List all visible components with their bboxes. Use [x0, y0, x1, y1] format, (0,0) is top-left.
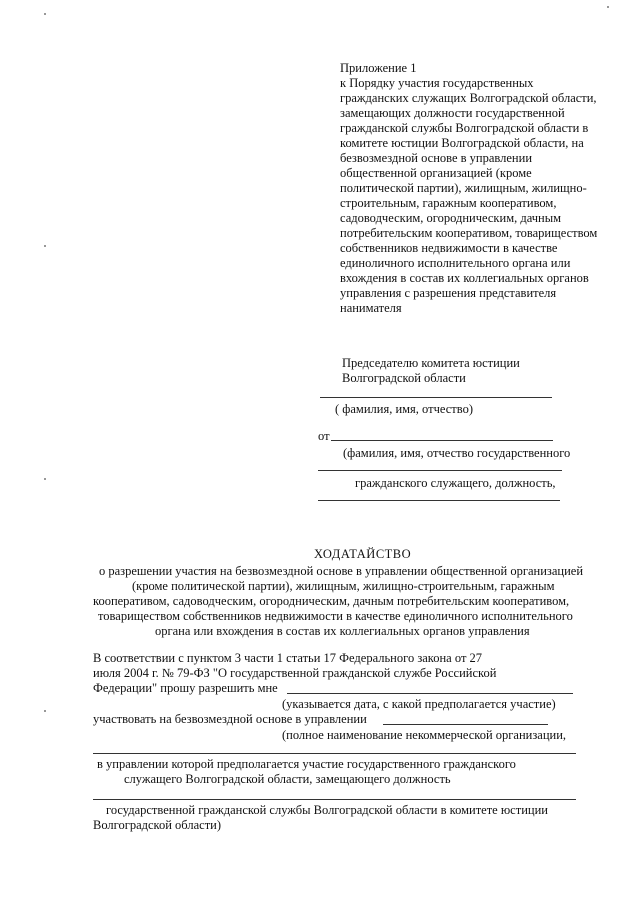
org-fill-line [383, 724, 548, 725]
body-text: В соответствии с пунктом 3 части 1 статьи 17 Федерального закона от 27 [93, 651, 483, 665]
appendix-line: единоличного исполнительного органа или [340, 256, 571, 270]
petition-subtitle-line: о разрешении участия на безвозмездной основе в управлении общественной организацией [99, 564, 584, 578]
body-text: июля 2004 г. № 79-ФЗ "О государственной гражданской службе Российской [93, 666, 497, 680]
petition-subtitle-line: кооперативом, садоводческим, огородническим, дачным потребительским кооперативом, [93, 594, 570, 608]
from-extra-line [318, 500, 560, 501]
appendix-title: Приложение 1 [340, 61, 417, 75]
body-text: Волгоградской области) [93, 818, 222, 832]
appendix-line: нанимателя [340, 301, 402, 315]
appendix-line: вхождения в состав их коллегиальных органов [340, 271, 589, 285]
appendix-line: замещающих должности государственной [340, 106, 565, 120]
from-position-line [318, 470, 562, 471]
org-hint: (полное наименование некоммерческой организации, [282, 728, 567, 742]
appendix-line: к Порядку участия государственных [340, 76, 534, 90]
petition-subtitle-line: товариществом собственников недвижимости в качестве единоличного исполнительного [98, 609, 573, 623]
date-hint: (указывается дата, с какой предполагается участие) [282, 697, 556, 711]
petition-subtitle-line: (кроме политической партии), жилищным, жилищно-строительным, гаражным [132, 579, 555, 593]
petition-subtitle-line: органа или вхождения в состав их коллегиальных органов управления [155, 624, 530, 638]
body-text: служащего Волгоградской области, замещающего должность [124, 772, 451, 786]
appendix-line: гражданских служащих Волгоградской области, [340, 91, 597, 105]
appendix-line: комитете юстиции Волгоградской области, на [340, 136, 584, 150]
scan-speck [44, 245, 46, 247]
appendix-line: гражданской службы Волгоградской области в [340, 121, 589, 135]
from-label: от [318, 429, 330, 443]
body-text: в управлении которой предполагается участие государственного гражданского [97, 757, 516, 771]
addressee-line2: Волгоградской области [342, 371, 466, 385]
scan-speck [44, 478, 46, 480]
scan-speck [44, 13, 46, 15]
appendix-line: общественной организацией (кроме [340, 166, 532, 180]
body-text: государственной гражданской службы Волгоградской области в комитете юстиции [106, 803, 548, 817]
appendix-line: политической партии), жилищным, жилищно- [340, 181, 587, 195]
addressee-name-line [320, 397, 552, 398]
position-name-line [93, 799, 576, 800]
appendix-line: садоводческим, огородническим, дачным [340, 211, 562, 225]
scan-speck [44, 710, 46, 712]
body-text: участвовать на безвозмездной основе в управлении [93, 712, 367, 726]
appendix-line: безвозмездной основе в управлении [340, 151, 533, 165]
from-hint-2: гражданского служащего, должность, [355, 476, 556, 490]
date-fill-line [287, 693, 573, 694]
fio-hint: ( фамилия, имя, отчество) [335, 402, 473, 416]
from-name-line [331, 440, 553, 441]
scan-speck [607, 6, 609, 8]
from-hint: (фамилия, имя, отчество государственного [343, 446, 571, 460]
body-text: Федерации" прошу разрешить мне [93, 681, 278, 695]
addressee-line1: Председателю комитета юстиции [342, 356, 520, 370]
appendix-line: потребительским кооперативом, товариществом [340, 226, 598, 240]
appendix-line: собственников недвижимости в качестве [340, 241, 558, 255]
petition-title: ХОДАТАЙСТВО [314, 547, 412, 561]
org-name-line [93, 753, 576, 754]
appendix-line: строительным, гаражным кооперативом, [340, 196, 557, 210]
appendix-line: управления с разрешения представителя [340, 286, 557, 300]
